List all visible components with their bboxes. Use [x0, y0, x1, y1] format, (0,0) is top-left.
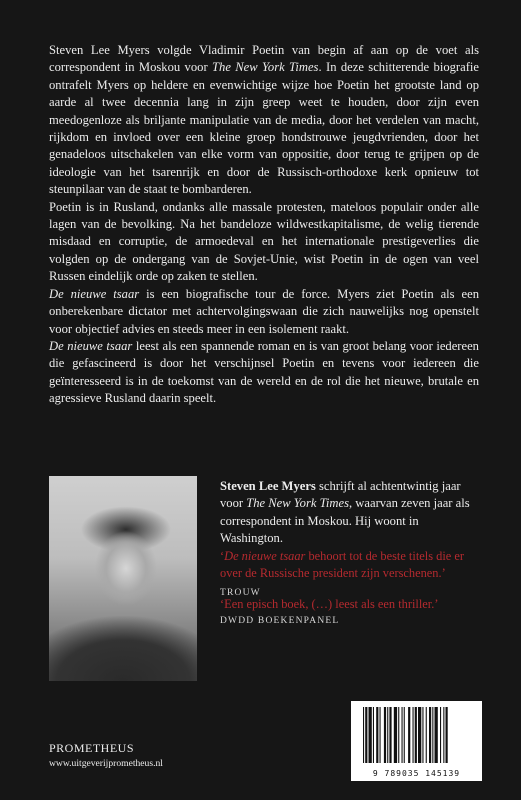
blurb-paragraph-4: De nieuwe tsaar leest als een spannende roman en is van groot belang voor iedereen die gefascineerd is door het verschijnsel Poetin en tevens voor iedereen die geïnteresseerd is in de toekomst van de wereld en de rol die het nieuwe, brutale en agressieve Rusland daarin speelt.	[49, 338, 479, 406]
barcode-bar	[389, 707, 391, 763]
book-title: De nieuwe tsaar	[49, 286, 140, 301]
barcode-bar	[440, 707, 441, 763]
barcode-bar	[369, 707, 372, 763]
barcode-bar	[408, 707, 410, 763]
barcode-bar	[413, 707, 414, 763]
press-quote-2: ‘Een episch boek, (…) leest als een thriller.’ DWDD BOEKENPANEL	[220, 596, 482, 631]
barcode-bar	[443, 707, 444, 763]
barcode-bar	[380, 707, 381, 763]
book-title: De nieuwe tsaar	[49, 338, 133, 353]
barcode-bar	[429, 707, 431, 763]
press-quote-1: ‘De nieuwe tsaar behoort tot de beste titels die er over de Russische president zijn verschenen.’ TROUW	[220, 549, 464, 598]
quote-source: TROUW	[220, 587, 261, 598]
back-cover-blurb	[49, 42, 479, 408]
barcode-bar	[426, 707, 427, 763]
publisher-website: www.uitgeverijprometheus.nl	[49, 758, 163, 769]
barcode-bar	[432, 707, 433, 763]
barcode-bar	[376, 707, 378, 763]
barcode-bar	[363, 707, 364, 763]
blurb-paragraph-2: Poetin is in Rusland, ondanks alle massale protesten, mateloos populair onder alle lagen van de bevolking. Na het bandeloze wildwestkapitalisme, de welig tierende misdaad en corruptie, de armoedeval en het internationale prestigeverlies die volgden op de ondergang van de Sovjet-Unie, wist Poetin in de ogen van veel Russen eindelijk orde op zaken te stellen.	[49, 199, 479, 284]
barcode-bar	[394, 707, 397, 763]
barcode-bar	[387, 707, 388, 763]
author-name: Steven Lee Myers	[220, 479, 316, 493]
barcode-bar	[384, 707, 386, 763]
barcode-bar	[365, 707, 367, 763]
publisher-logo: PROMETHEUS	[49, 741, 135, 755]
newspaper-title: The New York Times	[212, 60, 319, 75]
barcode-bar	[415, 707, 417, 763]
barcode-bar	[402, 707, 403, 763]
barcode-bar	[373, 707, 374, 763]
barcode-bar	[422, 707, 423, 763]
isbn-number: 9 789035 145139	[372, 769, 461, 778]
barcode-bar	[418, 707, 421, 763]
isbn-barcode	[351, 701, 482, 781]
author-bio: Steven Lee Myers schrijft al achtentwintig jaar voor The New York Times, waarvan zeven jaar als correspondent in Moskou. Hij woont in Washington.	[220, 479, 470, 546]
blurb-paragraph-1: Steven Lee Myers volgde Vladimir Poetin van begin af aan op de voet als correspondent in Moskou voor The New York Times. In deze schitterende biografie ontrafelt Myers op heldere en evenwichtige wijze hoe Poetin het grootste land op aarde al twee decennia lang in zijn greep weet te houden, door zijn even meedogenloze als briljante manipulatie van de media, door het verdelen van macht, rijkdom en invloed over een kleine groep hondstrouwe jeugdvrienden, door het genadeloos uitschakelen van elke vorm van oppositie, door terug te grijpen op de ideologie van het tsarenrijk en door de Russisch-orthodoxe kerk opnieuw tot steunpilaar van de staat te bombarderen.	[49, 43, 479, 197]
barcode-icon	[351, 701, 482, 769]
barcode-bar	[446, 707, 448, 763]
author-photo	[49, 476, 197, 681]
newspaper-title: The New York Times	[246, 496, 349, 511]
barcode-bar	[404, 707, 405, 763]
quote-source: DWDD BOEKENPANEL	[220, 616, 340, 627]
barcode-bar	[398, 707, 399, 763]
book-title: De nieuwe tsaar	[224, 549, 306, 563]
barcode-bar	[435, 707, 438, 763]
blurb-paragraph-3: De nieuwe tsaar is een biografische tour de force. Myers ziet Poetin als een onberekenbare dictator met achtervolgingswaan die zich nauwelijks nog openstelt voor objectief advies en steeds meer in een isolement raakt.	[49, 286, 479, 336]
